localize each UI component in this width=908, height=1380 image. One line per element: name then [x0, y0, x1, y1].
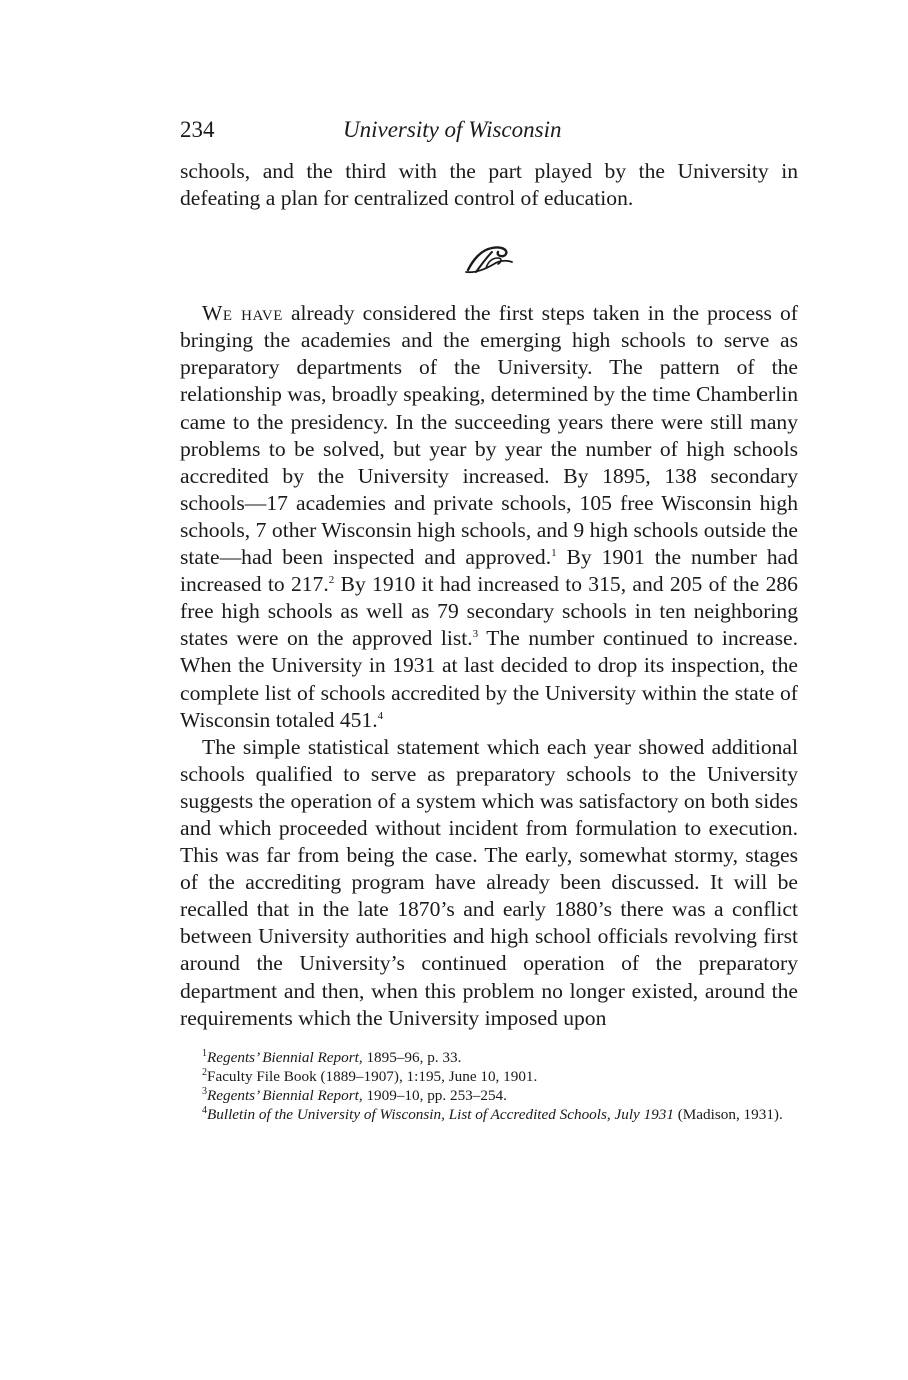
- footnotes: [180, 1048, 798, 1124]
- footnote-text: (Madison, 1931).: [673, 1105, 783, 1123]
- lead-in: We have: [202, 301, 283, 326]
- footnote: [180, 1086, 798, 1105]
- footnote-mark: 3: [202, 1085, 207, 1097]
- footnote-italic: Regents’ Biennial Report,: [207, 1048, 363, 1066]
- footnote-italic: Regents’ Biennial Report,: [207, 1086, 363, 1104]
- footnote-text: 1895–96, p. 33.: [362, 1048, 462, 1066]
- flourish-icon: [462, 242, 516, 276]
- running-head: [180, 112, 798, 150]
- footnote: [180, 1105, 798, 1124]
- footnote-ref: 3: [472, 628, 479, 641]
- book-page: [180, 112, 798, 1124]
- footnote-text: 1909–10, pp. 253–254.: [362, 1086, 507, 1104]
- footnote: [180, 1067, 798, 1086]
- book-title: University of Wisconsin: [343, 117, 562, 142]
- page-number: 234: [180, 117, 215, 142]
- footnote-ref: 4: [377, 709, 384, 722]
- footnote-italic: Bulletin of the University of Wisconsin, List of Accredited Schools, July 1931: [207, 1105, 674, 1123]
- footnote-ref: 2: [328, 573, 335, 586]
- para1-text-d: The number continued to increase. When the University in 1931 at last decided to drop its inspection, the complete list of schools accredited by the University within the state of Wisconsin totaled 451.: [180, 626, 798, 732]
- footnote-text: Faculty File Book (1889–1907), 1:195, June 10, 1901.: [207, 1067, 538, 1085]
- para1-text-c: By 1910 it had increased to 315, and 205 of the 286 free high schools as well as 79 secondary schools in ten neighboring states were on the approved list.: [180, 572, 798, 651]
- body-paragraph-2: The simple statistical statement which each year showed additional schools qualified to serve as preparatory schools to the University suggests the operation of a system which was satisfactory on both sides and which proceeded without incident from formulation to execution. This was far from being the case. The early, somewhat stormy, stages of the accrediting program have already been discussed. It will be recalled that in the late 1870’s and early 1880’s there was a conflict between University authorities and high school officials revolving first around the University’s continued operation of the preparatory department and then, when this problem no longer existed, around the requirements which the University imposed upon: [180, 734, 798, 1030]
- para1-text-b: By 1901 the number had increased to 217.: [180, 545, 798, 597]
- body-paragraph-1: [180, 300, 798, 734]
- footnote-mark: 2: [202, 1066, 207, 1078]
- footnote: [180, 1048, 798, 1067]
- ornament: [180, 224, 798, 294]
- para1-text-a: already considered the first steps taken in the process of bringing the academies and the emerging high schools to serve as preparatory departments of the University. The pattern of the relationship was, broadly speaking, determined by the time Chamberlin came to the presidency. In the succeeding years there were still many problems to be solved, but year by year the number of high schools accredited by the University increased. By 1895, 138 secondary schools—17 academies and private schools, 105 free Wisconsin high schools, 7 other Wisconsin high schools, and 9 high schools outside the state—had been inspected and approved.: [180, 301, 798, 570]
- footnote-ref: 1: [551, 546, 557, 559]
- footnote-mark: 4: [202, 1104, 207, 1116]
- footnote-mark: 1: [202, 1047, 207, 1059]
- intro-paragraph: schools, and the third with the part played by the University in defeating a plan for centralized control of education.: [180, 159, 798, 211]
